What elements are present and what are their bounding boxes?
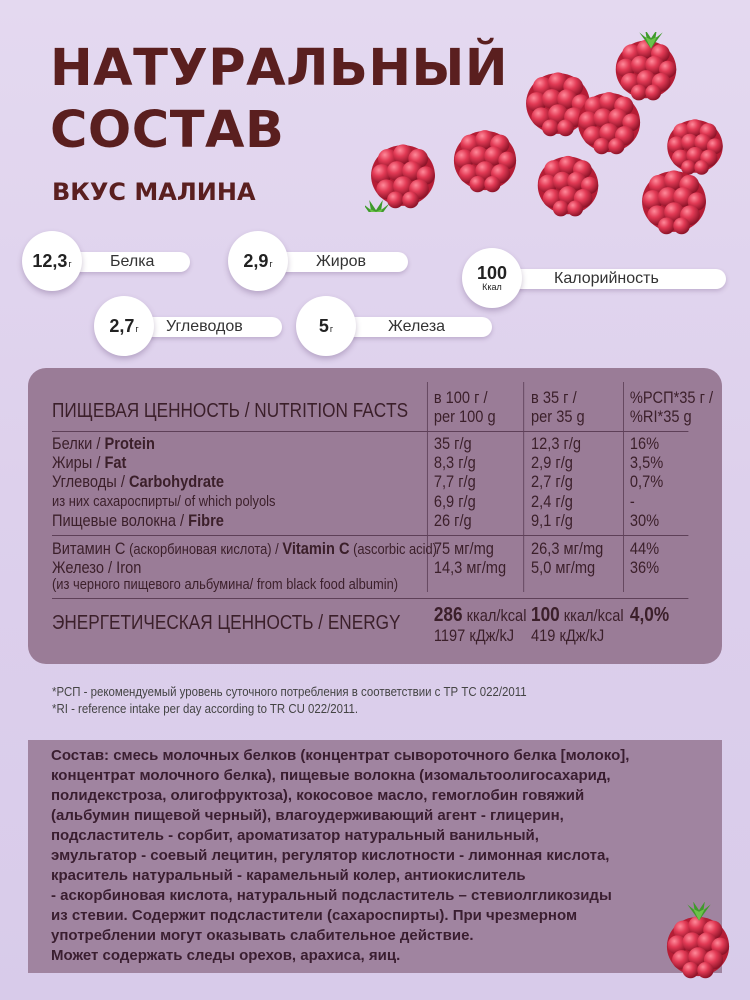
table-divider bbox=[52, 431, 688, 432]
stat-fat: Жиров 2,9 г bbox=[228, 243, 408, 273]
energy-label: ЭНЕРГЕТИЧЕСКАЯ ЦЕННОСТЬ / ENERGY bbox=[52, 612, 401, 634]
raspberry-icon bbox=[532, 148, 604, 220]
raspberry-icon bbox=[448, 122, 522, 196]
stat-value: 5 bbox=[318, 315, 329, 336]
stat-protein: Белка 12,3 г bbox=[22, 243, 202, 273]
table-row: Жиры / Fat bbox=[52, 453, 127, 472]
composition-text: Состав: смесь молочных белков (концентрат сывороточного белка [молоко], концентрат молочного белка), пищевые волокна (изомальтоолигосахарид, полидекстроза, олигофруктоза), кокосовое масло, гемоглобин говяжий (альбумин пищевой черный), влагоудерживающий агент - глицерин, подсластитель - сорбит, ароматизатор натуральный ванильный, эмульгатор - соевый лецитин, регулятор кислотности - лимонная кислота, краситель натуральный - карамельный колер, антиокислитель - аскорбиновая кислота, натуральный подсластитель – стевиолгликозиды из стевии. Содержит подсластители (сахароспирты). При чрезмерном употреблении могут оказывать слабительное действие. Может содержать следы орехов, арахиса, яиц. bbox=[51, 747, 630, 964]
table-divider bbox=[523, 382, 524, 592]
table-row: Пищевые волокна / Fibre bbox=[52, 511, 224, 530]
stat-label: Белка bbox=[110, 253, 155, 270]
table-divider bbox=[427, 382, 428, 592]
table-divider bbox=[623, 382, 624, 592]
stat-label: Железа bbox=[388, 318, 446, 335]
nutrition-table: ПИЩЕВАЯ ЦЕННОСТЬ / NUTRITION FACTS в 100 г / per 100 g в 35 г / per 35 g %РСП*35 г / %RI*35 g Белки / Protein 35 г/g 12,3 г/g 16% Жиры / Fat 8,3 г/g 2,9 г/g 3,5% Углеводы / Carbohydrate 7,7 г/g 2,7 г/g 0,7% из них сахароспирты/ of which polyols 6,9 г/g 2,4 г/g - Пищевые волокна / Fibre 26 г/g 9,1 г/g 30% Витамин С (аскорбиновая кислота) / Vitamin C (ascorbic acid) 75 мг/mg 26,3 мг/mg 44% Железо / Iron (из черного пищевого альбумина/ from black food albumin) 14,3 мг/mg 5,0 мг/mg 36% ЭНЕРГЕТИЧЕСКАЯ ЦЕННОСТЬ / ENERGY 286 ккал/kcal 1197 кДж/kJ 100 ккал/kcal 419 кДж/kJ 4,0% bbox=[52, 388, 714, 645]
footnotes: *РСП - рекомендуемый уровень суточного потребления в соответствии с ТР ТС 022/2011 *RI - reference intake per day according to TR CU 022/2011. bbox=[52, 684, 527, 716]
stat-calories: Калорийность 100 Ккал bbox=[462, 260, 726, 290]
table-row: Белки / Protein bbox=[52, 434, 155, 453]
stat-carbs: Углеводов 2,7 г bbox=[94, 308, 284, 338]
page-title: НАТУРАЛЬНЫЙ СОСТАВ bbox=[50, 39, 509, 160]
stat-value: 2,7 bbox=[109, 315, 135, 336]
nutrition-panel bbox=[28, 368, 722, 664]
raspberry-icon bbox=[572, 84, 646, 158]
raspberry-icon bbox=[636, 162, 712, 238]
table-row: из них сахароспирты/ of which polyols bbox=[52, 493, 276, 510]
composition-panel bbox=[28, 740, 722, 973]
row-note: (из черного пищевого альбумина/ from black food albumin) bbox=[52, 576, 399, 593]
stat-iron: Железа 5 г bbox=[296, 308, 496, 338]
table-row: Железо / Iron bbox=[52, 558, 142, 577]
stat-value: 100 bbox=[476, 263, 508, 283]
stat-value: 12,3 bbox=[32, 250, 68, 271]
stat-value: 2,9 bbox=[243, 250, 269, 271]
table-divider bbox=[52, 535, 688, 536]
flavor-subtitle: ВКУС МАЛИНА bbox=[52, 178, 256, 206]
stat-label: Углеводов bbox=[166, 318, 243, 335]
nutrition-title: ПИЩЕВАЯ ЦЕННОСТЬ / NUTRITION FACTS bbox=[52, 400, 409, 422]
raspberry-icon bbox=[660, 902, 736, 982]
table-row: Витамин С (аскорбиновая кислота) / Vitamin C (ascorbic acid) bbox=[52, 539, 437, 558]
raspberry-icon bbox=[365, 136, 441, 212]
table-row: Углеводы / Carbohydrate bbox=[52, 472, 224, 491]
table-divider bbox=[52, 598, 688, 599]
stat-label: Жиров bbox=[316, 253, 367, 270]
stat-label: Калорийность bbox=[554, 270, 659, 287]
